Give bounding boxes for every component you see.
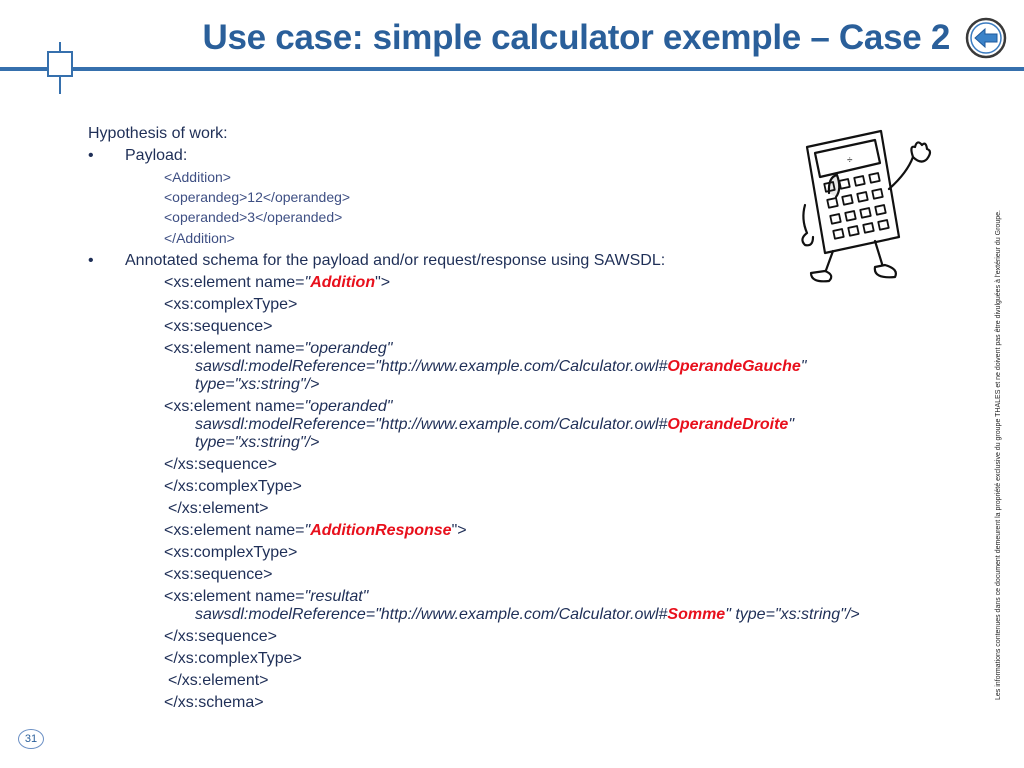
schema-text: ">: [375, 274, 391, 291]
payload-line: <Addition>: [164, 169, 231, 185]
schema-highlight: Addition: [310, 274, 376, 291]
schema-line: </xs:complexType>: [164, 478, 302, 495]
schema-text: sawsdl:modelReference="http://www.example.com/Calculator.owl#: [195, 358, 668, 375]
schema-text: ": [304, 522, 311, 539]
schema-text: <xs:element name=: [164, 522, 305, 539]
schema-label: Annotated schema for the payload and/or request/response using SAWSDL:: [125, 252, 666, 269]
schema-line: </xs:schema>: [164, 694, 264, 711]
schema-line: [164, 340, 392, 358]
schema-line: [164, 588, 368, 606]
svg-text:÷: ÷: [847, 155, 853, 166]
bullet: •: [88, 252, 94, 269]
schema-highlight: OperandeGauche: [667, 358, 801, 375]
schema-line: </xs:sequence>: [164, 456, 277, 473]
slide-title: Use case: simple calculator exemple – Case 2: [202, 18, 950, 57]
schema-line: [164, 522, 467, 540]
schema-line: type="xs:string"/>: [195, 376, 320, 393]
schema-line: <xs:sequence>: [164, 566, 273, 583]
schema-line: [164, 274, 390, 292]
payload-line: <operandeg>12</operandeg>: [164, 189, 351, 205]
bullet: •: [88, 147, 94, 164]
payload-line: <operanded>3</operanded>: [164, 209, 343, 225]
schema-text: "resultat": [304, 588, 369, 605]
confidentiality-note: Les informations contenues dans ce document demeurent la propriété exclusive du groupe THALES et ne doivent pas être divulguées à l'extérieur du Groupe.: [995, 210, 1002, 700]
schema-text: <xs:element name=: [164, 274, 305, 291]
header-rule: [0, 67, 1024, 71]
schema-line: [195, 358, 806, 376]
schema-line: [164, 398, 392, 416]
schema-line: <xs:sequence>: [164, 318, 273, 335]
schema-text: <xs:element name=: [164, 588, 305, 605]
schema-text: ">: [451, 522, 467, 539]
schema-line: </xs:sequence>: [164, 628, 277, 645]
schema-text: "operanded": [304, 398, 393, 415]
schema-text: ": [788, 416, 795, 433]
schema-text: " type="xs:string"/>: [725, 606, 860, 623]
schema-line: <xs:complexType>: [164, 544, 298, 561]
calculator-cartoon-icon: [795, 125, 940, 290]
schema-highlight: OperandeDroite: [667, 416, 789, 433]
schema-text: <xs:element name=: [164, 398, 305, 415]
schema-line: [195, 606, 860, 624]
schema-text: sawsdl:modelReference="http://www.example.com/Calculator.owl#: [195, 416, 668, 433]
hypothesis-label: Hypothesis of work:: [88, 125, 228, 142]
payload-label: Payload:: [125, 147, 188, 164]
schema-line: <xs:complexType>: [164, 296, 298, 313]
schema-text: <xs:element name=: [164, 340, 305, 357]
schema-line: </xs:element>: [168, 500, 269, 517]
corner-mark-square: [47, 51, 73, 77]
schema-text: ": [304, 274, 311, 291]
schema-text: "operandeg": [304, 340, 393, 357]
schema-line: </xs:element>: [168, 672, 269, 689]
schema-line: type="xs:string"/>: [195, 434, 320, 451]
schema-line: </xs:complexType>: [164, 650, 302, 667]
schema-text: sawsdl:modelReference="http://www.example.com/Calculator.owl#: [195, 606, 668, 623]
schema-highlight: Somme: [667, 606, 726, 623]
schema-text: ": [800, 358, 807, 375]
payload-line: </Addition>: [164, 230, 235, 246]
back-arrow-icon[interactable]: [964, 16, 1008, 60]
schema-line: [195, 416, 794, 434]
page-number: 31: [18, 729, 44, 749]
schema-highlight: AdditionResponse: [310, 522, 452, 539]
